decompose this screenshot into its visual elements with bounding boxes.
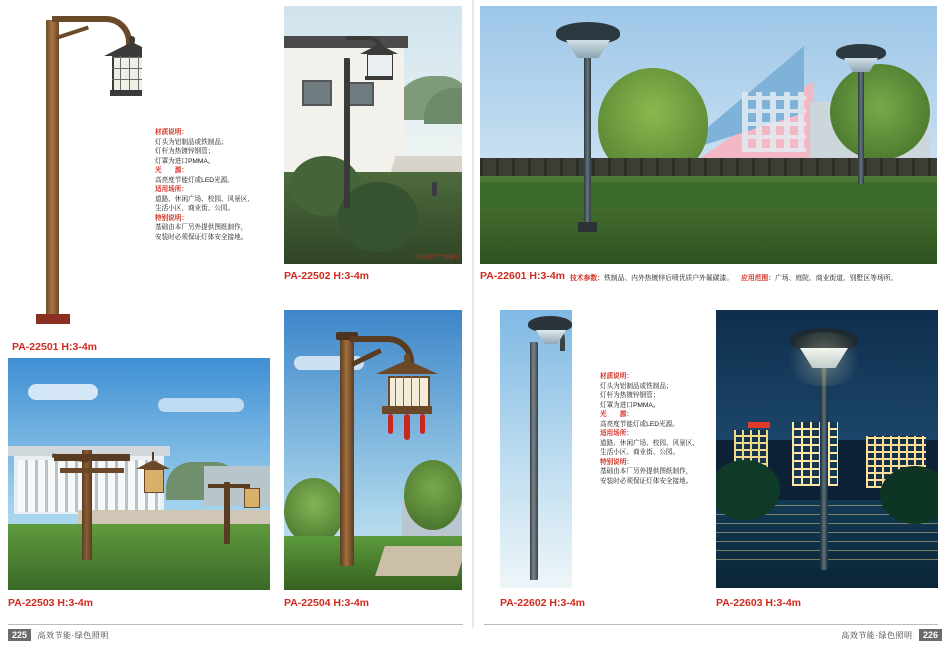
- photo-path: [375, 546, 462, 576]
- product-caption-PA-22501: PA-22501 H:3-4m: [12, 341, 98, 353]
- lantern-body: [367, 54, 393, 78]
- photo-tree-right: [404, 460, 462, 530]
- product-caption-PA-22504: PA-22504 H:3-4m: [284, 597, 370, 609]
- inline-spec-PA-22601: [570, 272, 897, 282]
- spec-material-line-2: 灯杆为热镀锌钢管；: [155, 148, 215, 156]
- product-caption-PA-22601: PA-22601 H:3-4m: [480, 270, 566, 282]
- spec-special-title: 特别说明：: [155, 214, 188, 222]
- inline-spec-tech-text: 铁制品、内外热镀锌后喷优质户外氟碳漆。: [603, 275, 734, 282]
- page-number-right: 226: [919, 629, 942, 641]
- spec-material-line-2: 灯杆为热镀锌钢管；: [600, 392, 660, 400]
- photo-lawn: [8, 524, 270, 590]
- footer-rule-left: [8, 624, 463, 625]
- lamp-pole: [82, 450, 92, 560]
- lamp-pole: [46, 20, 59, 320]
- lantern-head: [360, 42, 398, 86]
- lantern-roof: [136, 460, 170, 469]
- photo-hedge: [480, 182, 937, 208]
- lamp-pole: [530, 342, 538, 580]
- lantern-head: [104, 36, 142, 102]
- photo-wall-window: [302, 80, 332, 106]
- footer-text-right: 高效节能·绿色照明: [841, 631, 913, 640]
- spec-block-left: [155, 128, 275, 243]
- lantern-roof: [376, 360, 438, 374]
- spec-light-line-1: 高亮度节能灯或LED光源。: [155, 176, 234, 184]
- photo-tree-right: [830, 64, 930, 160]
- lamp-pole-base: [36, 314, 70, 324]
- spec-special-line-1: 基础由本厂另外提供图纸制作，: [155, 224, 248, 232]
- lamp-base: [578, 222, 597, 232]
- spec-light-line-1: 高亮度节能灯或LED光源。: [600, 420, 679, 428]
- lantern-tassel-right: [420, 414, 425, 434]
- spec-special-title: 特别说明：: [600, 458, 633, 466]
- lantern-hanger: [152, 452, 154, 460]
- lantern-roof: [360, 44, 398, 54]
- page-number-left: 225: [8, 629, 31, 641]
- spec-scene-line-2: 生活小区、商业街、公园。: [600, 449, 680, 457]
- product-photo-PA-22603: [716, 310, 938, 588]
- product-caption-PA-22502: PA-22502 H:3-4m: [284, 270, 370, 282]
- lantern-finial: [129, 36, 135, 44]
- spec-material-line-3: 灯罩为进口PMMA。: [600, 401, 660, 409]
- spec-material-line-1: 灯头为铝制品或铁制品；: [155, 138, 228, 146]
- page-spine-divider: [472, 0, 474, 628]
- photo-pedestrian: [432, 182, 437, 196]
- inline-spec-tech-label: 技术参数：: [570, 275, 604, 282]
- product-caption-PA-22603: PA-22603 H:3-4m: [716, 597, 802, 609]
- lamp-crossbar-2: [60, 468, 124, 473]
- photo-building-windows: [742, 92, 806, 152]
- lamp-pole: [820, 358, 828, 570]
- lantern-skirt: [382, 406, 432, 414]
- photo-red-sign: [748, 422, 770, 428]
- product-photo-PA-22503: [8, 358, 270, 590]
- lamp-pole: [340, 338, 354, 566]
- lantern-head: [136, 458, 170, 500]
- photo-tree-left: [284, 478, 344, 544]
- lantern-bottom: [365, 76, 393, 80]
- lamp-pole: [344, 58, 350, 208]
- product-photo-PA-22601: [480, 6, 937, 264]
- lamp-pole: [584, 48, 591, 228]
- footer-rule-right: [484, 624, 938, 625]
- product-photo-PA-22502: [284, 6, 462, 264]
- spec-material-line-3: 灯罩为进口PMMA。: [155, 157, 215, 165]
- spec-scene-line-1: 道路、休闲广场、校园、风景区、: [600, 439, 699, 447]
- lantern-roof: [104, 42, 142, 56]
- photo-shrub-2: [338, 182, 418, 252]
- spec-block-right: [600, 372, 720, 487]
- lantern-head: [376, 356, 438, 440]
- footer-text-left: 高效节能·绿色照明: [37, 631, 109, 640]
- lantern-head-distant: [244, 488, 260, 508]
- lamp-pole-distant: [224, 482, 230, 544]
- lantern-tassel-left: [388, 414, 393, 434]
- lantern-body: [144, 469, 164, 493]
- footer-left: [8, 629, 109, 641]
- inline-spec-use-label: 应用范围：: [741, 275, 775, 282]
- product-caption-PA-22503: PA-22503 H:3-4m: [8, 597, 94, 609]
- lantern-bottom: [110, 90, 142, 96]
- lantern-grid: [112, 56, 142, 90]
- spec-light-title: 光 源：: [600, 411, 633, 419]
- spec-material-title: 材质说明：: [600, 373, 633, 380]
- lantern-tassel-center: [404, 414, 410, 440]
- spec-special-line-2: 安装时必须保证灯体安全接地。: [155, 234, 248, 242]
- spec-light-title: 光 源：: [155, 167, 188, 175]
- lantern-grid: [388, 376, 426, 406]
- spec-scene-title: 适用场所：: [155, 186, 188, 194]
- spec-special-line-2: 安装时必须保证灯体安全接地。: [600, 478, 693, 486]
- photo-building-lit-2: [792, 422, 838, 486]
- product-caption-PA-22602: PA-22602 H:3-4m: [500, 597, 586, 609]
- spec-special-line-1: 基础由本厂另外提供图纸制作，: [600, 468, 693, 476]
- spec-scene-title: 适用场所：: [600, 430, 633, 438]
- spec-material-title: 材质说明：: [155, 129, 188, 136]
- spec-material-line-1: 灯头为铝制品或铁制品；: [600, 382, 673, 390]
- inline-spec-use-text: 广场、庭院、商业街道、别墅区等场所。: [775, 275, 898, 282]
- spec-scene-line-2: 生活小区、商业街、公园。: [155, 205, 235, 213]
- photo-watermark: 原标图片严禁翻印: [414, 255, 459, 261]
- photo-cloud-2: [158, 398, 244, 412]
- product-photo-PA-22501: [12, 6, 142, 336]
- photo-cloud: [28, 384, 98, 400]
- spec-scene-line-1: 道路、休闲广场、校园、风景区、: [155, 195, 254, 203]
- lantern-finial: [404, 354, 410, 362]
- lamp-pole: [858, 64, 864, 184]
- product-photo-PA-22504: [284, 310, 462, 590]
- product-photo-PA-22602: [500, 310, 572, 588]
- footer-right: [841, 629, 942, 641]
- lamp-glow: [782, 332, 866, 386]
- lamp-head: [528, 316, 572, 332]
